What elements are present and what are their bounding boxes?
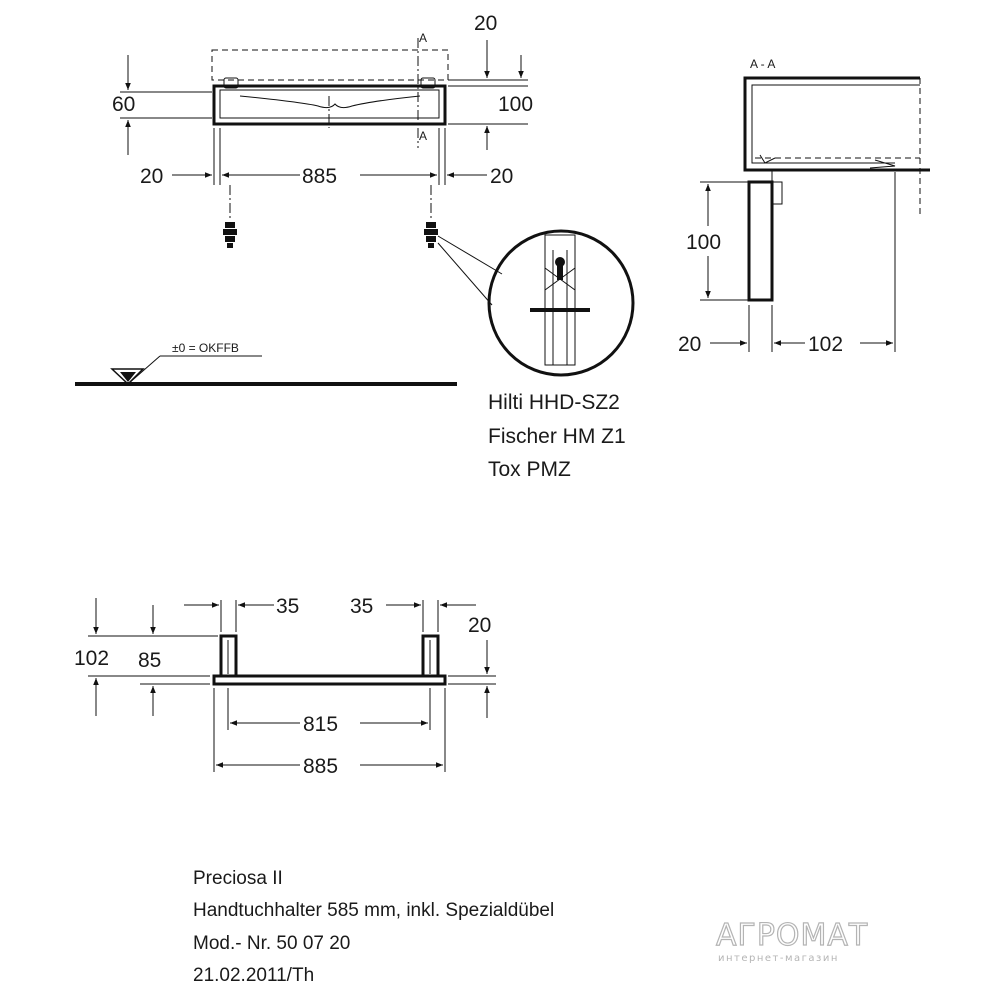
dim-post-height: 85: [138, 649, 162, 672]
anchor-left-icon: [223, 185, 237, 248]
anchor-line-1: Hilti HHD-SZ2: [488, 391, 620, 414]
front-view: [74, 595, 496, 778]
floor-reference: [75, 341, 457, 384]
section-dim-height: 100: [686, 231, 722, 254]
detail-circle: [489, 231, 633, 375]
anchor-right-icon: [424, 185, 438, 248]
section-mark-top: A: [419, 31, 428, 45]
dim-width: 885: [302, 165, 338, 188]
anchor-line-3: Tox PMZ: [488, 458, 571, 481]
watermark: [716, 918, 868, 964]
model-number: Mod.- Nr. 50 07 20: [193, 933, 351, 954]
dim-inner-width: 815: [303, 713, 339, 736]
date-signature: 21.02.2011/Th: [193, 965, 315, 986]
dim-height-left: 60: [112, 93, 136, 116]
section-profile: [745, 78, 930, 170]
dim-right-post: 35: [350, 595, 374, 618]
anchor-detail: [438, 231, 633, 481]
wall-outline: [212, 50, 448, 80]
floor-reference-label: ±0 = OKFFB: [172, 341, 239, 355]
section-inner: [752, 85, 920, 163]
dim-height-right: 100: [498, 93, 534, 116]
anchor-detail-icon: [530, 235, 590, 365]
front-bar: [214, 676, 445, 684]
section-dim-depth: 102: [808, 333, 844, 356]
dim-top-right: 20: [474, 12, 498, 35]
watermark-tagline: интернет-магазин: [718, 953, 839, 964]
dim-right-offset: 20: [490, 165, 514, 188]
product-name: Preciosa II: [193, 868, 283, 889]
dim-bar-thickness: 20: [468, 614, 492, 637]
watermark-brand: АГРОМАТ: [716, 918, 869, 953]
center-detail: [240, 96, 420, 108]
top-view: [112, 12, 533, 248]
dim-total-width: 885: [303, 755, 339, 778]
info-block: [193, 868, 554, 986]
leader-line-top: [438, 236, 502, 274]
section-post: [749, 182, 772, 300]
section-mark-bottom: A: [419, 129, 428, 143]
section-view: [678, 57, 930, 356]
dim-total-height: 102: [74, 647, 110, 670]
section-dim-thickness: 20: [678, 333, 702, 356]
dim-left-post: 35: [276, 595, 300, 618]
anchor-line-2: Fischer HM Z1: [488, 425, 626, 448]
dim-left-offset: 20: [140, 165, 164, 188]
product-description: Handtuchhalter 585 mm, inkl. Spezialdübel: [193, 900, 555, 921]
section-title: A - A: [750, 57, 776, 71]
